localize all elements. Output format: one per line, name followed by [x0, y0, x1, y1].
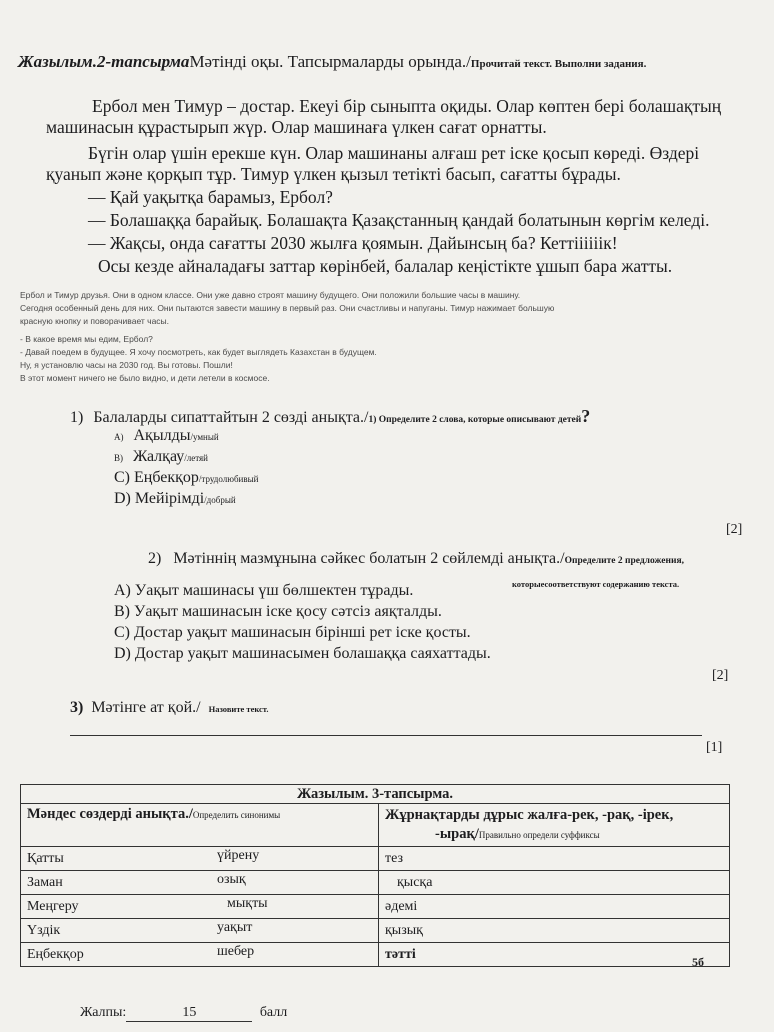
ru-line-5: - Давай поедем в будущее. Я хочу посмотреть, как будет выглядеть Казахстан в будущем.	[20, 347, 377, 357]
q3-answer-line[interactable]	[70, 735, 702, 736]
q2-number: 2)	[148, 550, 162, 567]
question-2-ru-cont	[512, 574, 679, 592]
instruction-ru: Прочитай текст. Выполни задания.	[470, 58, 647, 70]
synonym-word: Қатты	[27, 851, 64, 866]
table-row	[21, 943, 730, 967]
total-value[interactable]: 15	[182, 1005, 252, 1022]
question-2	[148, 550, 684, 568]
ru-line-6: Ну, я установлю часы на 2030 год. Вы готовы. Пошли!	[20, 360, 233, 370]
text-line-4: қуанып және қорқып тұр. Тимур үлкен қызыл тетікті басып, сағатты бұрады.	[46, 164, 621, 184]
table-row	[21, 919, 730, 943]
suffix-word: қысқа	[397, 874, 433, 890]
q3-text-ru: Назовите текст.	[208, 704, 269, 714]
q3-mark: [1]	[706, 740, 723, 755]
q1-option-a[interactable]: А) Ақылды/умный	[114, 427, 219, 444]
question-1	[70, 406, 590, 427]
q1-qmark: ?	[581, 406, 591, 426]
text-line-2: машинасын құрастырып жүр. Олар машинаға үлкен сағат орнатты.	[46, 117, 547, 137]
question-3	[70, 699, 268, 717]
q2-text-kz: Мәтіннің мазмұнына сәйкес болатын 2 сөйлемді анықта./	[173, 550, 565, 567]
synonym-match: шебер	[217, 944, 255, 959]
text-line-8: Осы кезде айналадағы заттар көрінбей, балалар кеңістікте ұшып бара жатты.	[98, 256, 673, 276]
q2-text-ru-1: Определите 2 предложения,	[564, 556, 684, 566]
table-score-note: 5б	[692, 955, 704, 969]
synonym-match: үйрену	[217, 848, 260, 863]
ru-line-7: В этот момент ничего не было видно, и дети летели в космосе.	[20, 373, 270, 383]
q1-mark: [2]	[726, 522, 743, 537]
task-label: Жазылым.2-тапсырма	[18, 52, 190, 71]
table-row	[21, 871, 730, 895]
q3-number: 3)	[70, 699, 84, 716]
col1-header: Мәндес сөздерді анықта./Определить синонимы	[21, 804, 379, 847]
synonym-word: Еңбекқор	[27, 947, 84, 962]
q2-option-d[interactable]: D) Достар уақыт машинасымен болашаққа саяхаттады.	[114, 645, 491, 662]
q1-option-b[interactable]: В) Жалқау/летяй	[114, 448, 208, 465]
synonym-word: Үздік	[27, 923, 61, 938]
synonym-word: Меңгеру	[27, 899, 79, 914]
table-row	[21, 847, 730, 871]
instruction-kz: Мәтінді оқы. Тапсырмаларды орында./	[189, 52, 471, 71]
vocab-table	[20, 784, 730, 967]
text-line-5: — Қай уақытқа барамыз, Ербол?	[88, 187, 333, 207]
total-label: Жалпы:	[80, 1005, 127, 1020]
synonym-match: озық	[217, 872, 246, 887]
q1-option-c[interactable]: С) Еңбекқор/трудолюбивый	[114, 469, 259, 486]
ru-line-4: - В какое время мы едим, Ербол?	[20, 334, 153, 344]
suffix-word: тәтті	[385, 946, 416, 962]
synonym-word: Заман	[27, 875, 63, 890]
suffix-word: әдемі	[385, 898, 418, 914]
q2-option-b[interactable]: В) Уақыт машинасын іске қосу сәтсіз аяқталды.	[114, 603, 442, 620]
text-line-6: — Болашаққа барайық. Болашақта Қазақстанның қандай болатынын көргім келеді.	[88, 210, 710, 230]
total-unit: балл	[259, 1005, 288, 1020]
synonym-match: мықты	[227, 896, 268, 911]
suffix-word: қызық	[385, 922, 423, 938]
q2-mark: [2]	[712, 668, 729, 683]
col2-header: Жұрнақтарды дұрыс жалға-рек, -рақ, -ірек, -ырақ/Правильно определи суффиксы	[379, 804, 730, 847]
table-row	[21, 895, 730, 919]
q2-option-a[interactable]: А) Уақыт машинасы үш бөлшектен тұрады.	[114, 582, 414, 599]
total-score	[80, 1005, 287, 1022]
text-line-1: Ербол мен Тимур – достар. Екеуі бір сыныпта оқиды. Олар көптен бері болашақтың	[92, 96, 722, 116]
suffix-word: тез	[385, 850, 404, 866]
q2-text-ru-2: которыесоответствуют содержанию текста.	[512, 579, 680, 589]
text-line-3: Бүгін олар үшін ерекше күн. Олар машинаны алғаш рет іске қосып көреді. Өздері	[88, 143, 700, 163]
ru-line-3: красную кнопку и поворачивает часы.	[20, 316, 170, 326]
ru-line-1: Ербол и Тимур друзья. Они в одном классе. Они уже давно строят машину будущего. Они положили большие часы в машину.	[20, 290, 521, 300]
q2-option-c[interactable]: С) Достар уақыт машинасын бірінші рет іске қосты.	[114, 624, 471, 641]
synonym-match: уақыт	[217, 920, 253, 935]
q1-number: 1)	[70, 409, 84, 426]
q3-text-kz: Мәтінге ат қой./	[91, 699, 201, 716]
q1-text-kz: Балаларды сипаттайтын 2 сөзді анықта./	[93, 409, 369, 426]
task-header	[18, 52, 646, 72]
ru-line-2: Сегодня особенный день для них. Они пытаются завести машину в первый раз. Они счастливы и напуганы. Тимур нажимает большую	[20, 303, 555, 313]
q1-option-d[interactable]: D) Мейірімді/добрый	[114, 490, 236, 507]
table-title: Жазылым. 3-тапсырма.	[21, 785, 730, 804]
text-line-7: — Жақсы, онда сағатты 2030 жылға қоямын. Дайынсың ба? Кеттіііііік!	[88, 233, 618, 253]
q1-text-ru: 1) Определите 2 слова, которые описывают детей	[368, 415, 582, 425]
